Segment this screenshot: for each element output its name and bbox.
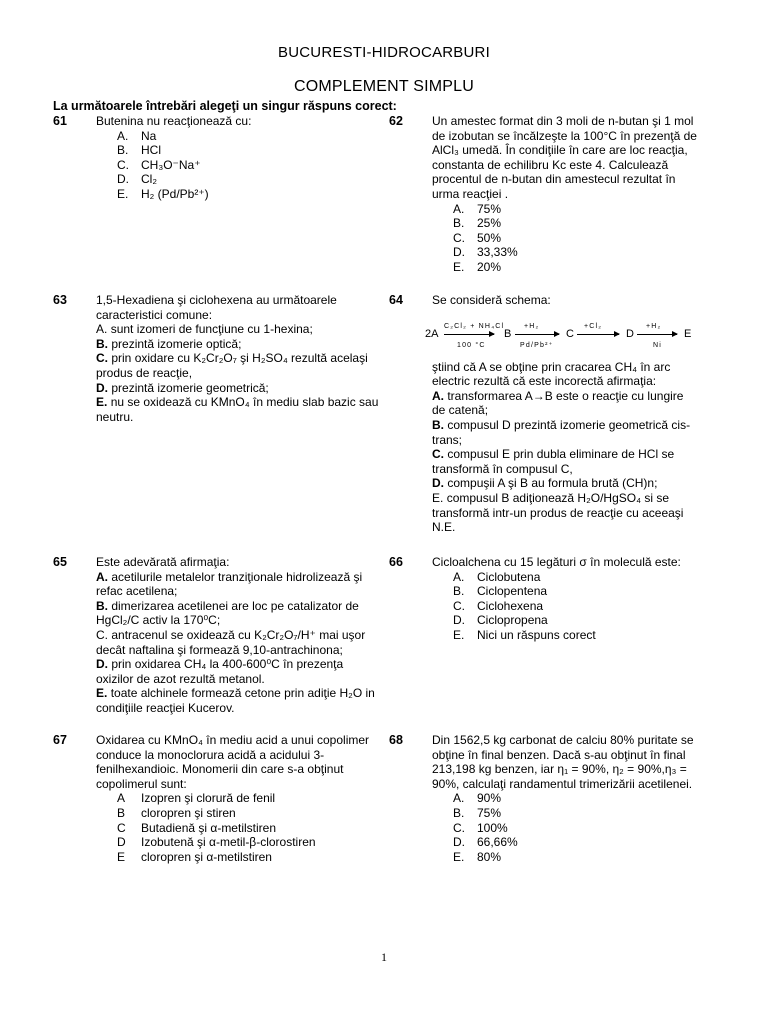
option-a: A. sunt izomeri de funcţiune cu 1-hexina; (96, 322, 313, 337)
option-e: E. 80% (453, 849, 502, 864)
question-number: 65 (53, 555, 67, 569)
option-d: D. prin oxidarea CH₄ la 400-600⁰C în prezenţa oxizilor de azot rezultă metanol. (96, 657, 344, 686)
option-a: A. 90% (453, 791, 502, 806)
option-c: C. CH₃O⁻Na⁺ (117, 157, 201, 172)
option-a: A. Ciclobutena (453, 569, 541, 584)
option-a: A. 75% (453, 201, 502, 216)
option-d: D. Cl₂ (117, 172, 157, 187)
option-e: E. Nici un răspuns corect (453, 627, 596, 642)
option-e: E. toate alchinele formează cetone prin adiţie H₂O in condiţiile reacţiei Kucerov. (96, 686, 375, 715)
scheme-node-d: D (626, 327, 634, 340)
scheme-arrow (577, 334, 619, 335)
option-c: C. prin oxidare cu K₂Cr₂O₇ şi H₂SO₄ rezultă acelaşi produs de reacţie, (96, 351, 368, 380)
option-c: C. Ciclohexena (453, 598, 544, 613)
section-title: COMPLEMENT SIMPLU (293, 78, 475, 95)
reaction-scheme (425, 314, 699, 350)
scheme-node-b: B (504, 327, 512, 340)
scheme-node-2a: 2A (425, 327, 439, 340)
option-e: E. H₂ (Pd/Pb²⁺) (117, 186, 209, 201)
document-title: BUCURESTI-HIDROCARBURI (278, 44, 490, 61)
scheme-node-c: C (566, 327, 574, 340)
scheme-node-e: E (684, 327, 692, 340)
question-text: Un amestec format din 3 moli de n-butan şi 1 mol de izobutan se încălzeşte la 100°C în prezenţă de AlCl₃ umedă. În condiţiile în care are loc reacţia, constanta de echilibru Kc este 4. Calculează procentul de n-butan din amestecul rezultat în urma reacţiei . (432, 114, 697, 201)
option-b: B. 25% (453, 216, 502, 231)
option-e: E. nu se oxidează cu KMnO₄ în mediu slab bazic sau neutru. (96, 395, 379, 424)
option-d: D. compuşii A şi B au formula brută (CH)n; (432, 476, 658, 491)
option-c: C. 100% (453, 820, 508, 835)
option-b: B. Ciclopentena (453, 584, 548, 599)
option-b: B cloropren şi stiren (117, 805, 236, 820)
instruction: La următoarele întrebări alegeţi un singur răspuns corect: (53, 99, 397, 113)
question-text: Oxidarea cu KMnO₄ în mediu acid a unui copolimer conduce la monoclorura acidă a acidului 3-fenilhexandioic. Monomerii din care s-a obţinut copolimerul sunt: (96, 733, 370, 791)
question-number: 68 (389, 733, 403, 747)
question-text: Butenina nu reacţionează cu: (96, 114, 252, 128)
scheme-label-top: +H₂ (646, 322, 662, 330)
scheme-arrow (515, 334, 559, 335)
option-d: D. prezintă izomerie geometrică; (96, 380, 269, 395)
scheme-arrow (444, 334, 494, 335)
question-number: 66 (389, 555, 403, 569)
option-a: A. Na (117, 128, 157, 143)
scheme-label-top: C₂Cl₂ + NH₄Cl (444, 322, 505, 330)
question-number: 62 (389, 114, 403, 128)
scheme-label-top: +Cl₂ (584, 322, 603, 330)
question-text: Din 1562,5 kg carbonat de calciu 80% puritate se obţine în final benzen. Dacă s-au obţinut în final 213,198 kg benzen, iar η₁ = 90%, η₂ = 90%,η₃ = 90%, calculaţi randamentul trimerizării acetilenei. (432, 733, 694, 791)
option-a: A. acetilurile metalelor tranziţionale hidrolizează şi refac acetilena; (96, 569, 363, 599)
question-text: Se consideră schema: (432, 293, 551, 307)
option-d: D Izobutenă şi α-metil-β-clorostiren (117, 835, 316, 850)
scheme-arrow (637, 334, 677, 335)
question-number: 61 (53, 114, 67, 128)
option-e: E. compusul B adiţionează H₂O/HgSO₄ si se transformă intr-un produs de reacţie cu aceeaşi N.E. (432, 490, 684, 535)
option-b: B. prezintă izomerie optică; (96, 336, 242, 351)
question-number: 67 (53, 733, 67, 747)
option-e: E cloropren şi α-metilstiren (117, 849, 272, 864)
option-b: B. 75% (453, 805, 502, 820)
option-e: E. 20% (453, 259, 502, 274)
option-b: B. compusul D prezintă izomerie geometrică cis-trans; (432, 417, 691, 447)
option-d: D. 66,66% (453, 835, 518, 850)
option-c: C Butadienă şi α-metilstiren (117, 820, 276, 835)
scheme-label-bottom: 100 °C (457, 341, 486, 349)
question-number: 64 (389, 293, 403, 307)
option-b: B. dimerizarea acetilenei are loc pe catalizator de HgCl₂/C activ la 170⁰C; (96, 598, 359, 628)
scheme-label-top: +H₂ (524, 322, 540, 330)
scheme-label-bottom: Ni (653, 341, 663, 349)
option-a: A. transformarea A→B este o reacţie cu lungire de catenă; (432, 388, 684, 418)
scheme-label-bottom: Pd/Pb²⁺ (520, 341, 554, 349)
question-text: Cicloalchena cu 15 legături σ în moleculă este: (432, 555, 681, 569)
option-d: D. Ciclopropena (453, 613, 548, 628)
option-a: A Izopren şi clorură de fenil (117, 791, 276, 806)
question-text: Este adevărată afirmaţia: (96, 555, 230, 569)
question-number: 63 (53, 293, 67, 307)
question-text-2: ştiind că A se obţine prin cracarea CH₄ în arc electric rezultă că este incorectă afirmaţia: (432, 359, 671, 389)
option-d: D. 33,33% (453, 245, 518, 260)
option-c: C. 50% (453, 230, 502, 245)
option-c: C. antracenul se oxidează cu K₂Cr₂O₇/H⁺ mai uşor decât naftalina şi formează 9,10-antrachinona; (96, 627, 366, 657)
option-c: C. compusul E prin dubla eliminare de HCl se transformă în compusul C, (432, 447, 675, 476)
page-number: 1 (381, 950, 387, 964)
option-b: B. HCl (117, 143, 161, 158)
question-text: 1,5-Hexadiena şi ciclohexena au următoarele caracteristici comune: (96, 293, 337, 322)
